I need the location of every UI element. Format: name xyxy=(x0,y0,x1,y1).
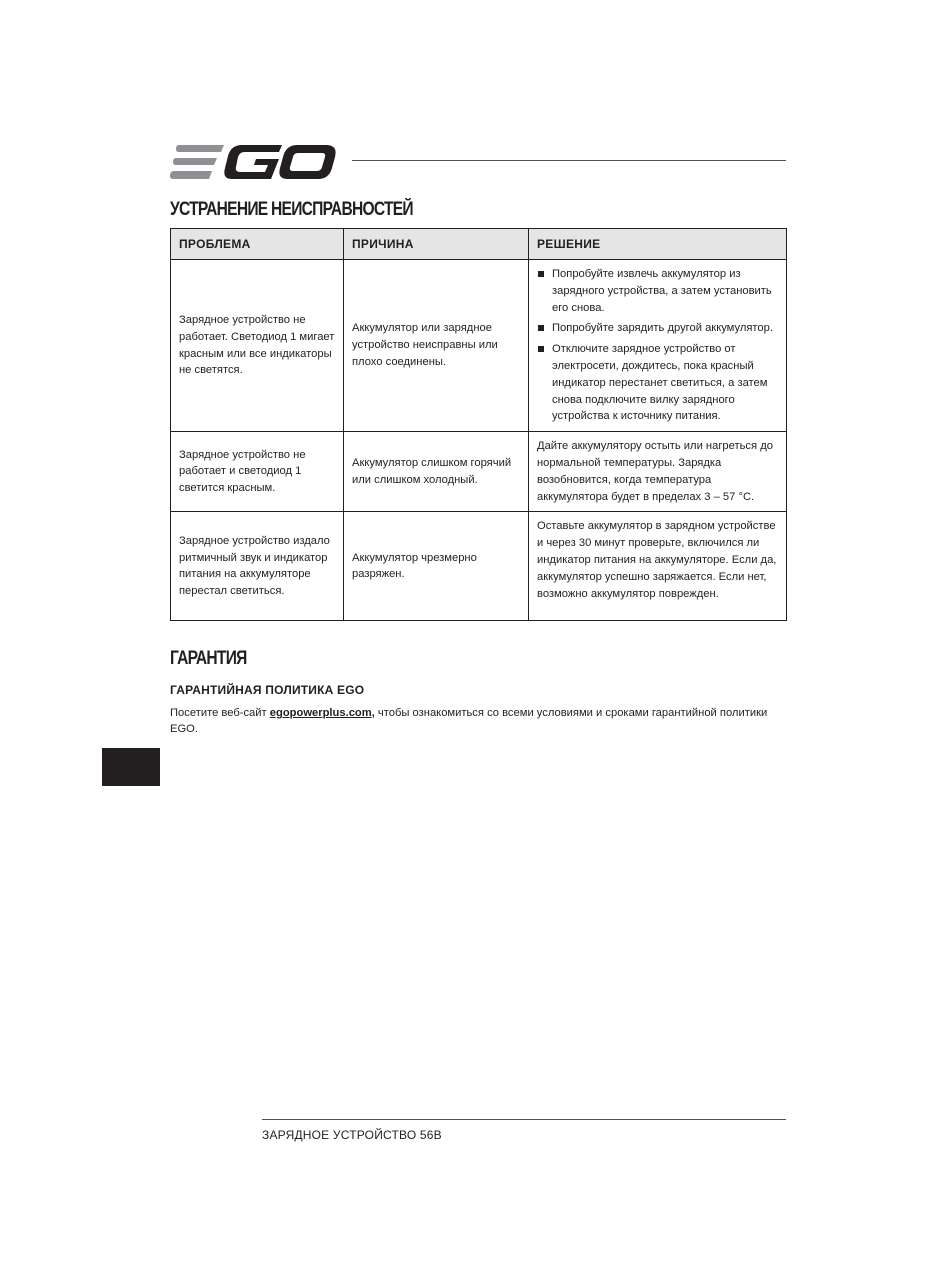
square-bullet-icon xyxy=(538,271,544,277)
table-row xyxy=(171,432,787,512)
solution-cell: Оставьте аккумулятор в зарядном устройстве и через 30 минут проверьте, включился ли индикатор питания на аккумуляторе. Если да, аккумулятор успешно заряжается. Если нет, возможно аккумулятор поврежден. xyxy=(529,512,787,621)
cause-cell: Аккумулятор или зарядное устройство неисправны или плохо соединены. xyxy=(344,260,529,432)
header-cause: ПРИЧИНА xyxy=(344,229,529,260)
cause-cell: Аккумулятор чрезмерно разряжен. xyxy=(344,512,529,621)
solution-list xyxy=(537,266,779,425)
ego-logo xyxy=(170,143,336,181)
footer-text: ЗАРЯДНОЕ УСТРОЙСТВО 56В xyxy=(262,1128,442,1142)
solution-item: Отключите зарядное устройство от электросети, дождитесь, пока красный индикатор перестанет светиться, а затем снова подключите вилку зарядного устройства к источнику питания. xyxy=(537,341,779,425)
solution-cell xyxy=(529,260,787,432)
page-tab-marker xyxy=(102,748,160,786)
warranty-text: Посетите веб-сайт egopowerplus.com, чтобы ознакомиться со всеми условиями и сроками гарантийной политики EGO. xyxy=(170,707,768,735)
square-bullet-icon xyxy=(538,325,544,331)
header-rule xyxy=(352,160,786,161)
solution-item: Попробуйте извлечь аккумулятор из зарядного устройства, а затем установить его снова. xyxy=(537,266,779,316)
warranty-title: ГАРАНТИЯ xyxy=(170,648,247,669)
square-bullet-icon xyxy=(538,346,544,352)
header-solution: РЕШЕНИЕ xyxy=(529,229,787,260)
footer-rule xyxy=(262,1119,786,1120)
problem-cell: Зарядное устройство не работает и светодиод 1 светится красным. xyxy=(171,432,344,512)
website-link[interactable]: egopowerplus.com, xyxy=(269,707,375,719)
table-header-row xyxy=(171,229,787,260)
warranty-subtitle: ГАРАНТИЙНАЯ ПОЛИТИКА EGO xyxy=(170,683,365,697)
table-row xyxy=(171,512,787,621)
problem-cell: Зарядное устройство не работает. Светодиод 1 мигает красным или все индикаторы не светятся. xyxy=(171,260,344,432)
header-problem: ПРОБЛЕМА xyxy=(171,229,344,260)
solution-item: Попробуйте зарядить другой аккумулятор. xyxy=(537,320,779,337)
solution-cell: Дайте аккумулятору остыть или нагреться до нормальной температуры. Зарядка возобновится, когда температура аккумулятора будет в пределах 3 – 57 °C. xyxy=(529,432,787,512)
troubleshooting-table xyxy=(170,228,787,621)
troubleshooting-title: УСТРАНЕНИЕ НЕИСПРАВНОСТЕЙ xyxy=(170,199,413,220)
cause-cell: Аккумулятор слишком горячий или слишком холодный. xyxy=(344,432,529,512)
table-row xyxy=(171,260,787,432)
problem-cell: Зарядное устройство издало ритмичный звук и индикатор питания на аккумуляторе перестал светиться. xyxy=(171,512,344,621)
